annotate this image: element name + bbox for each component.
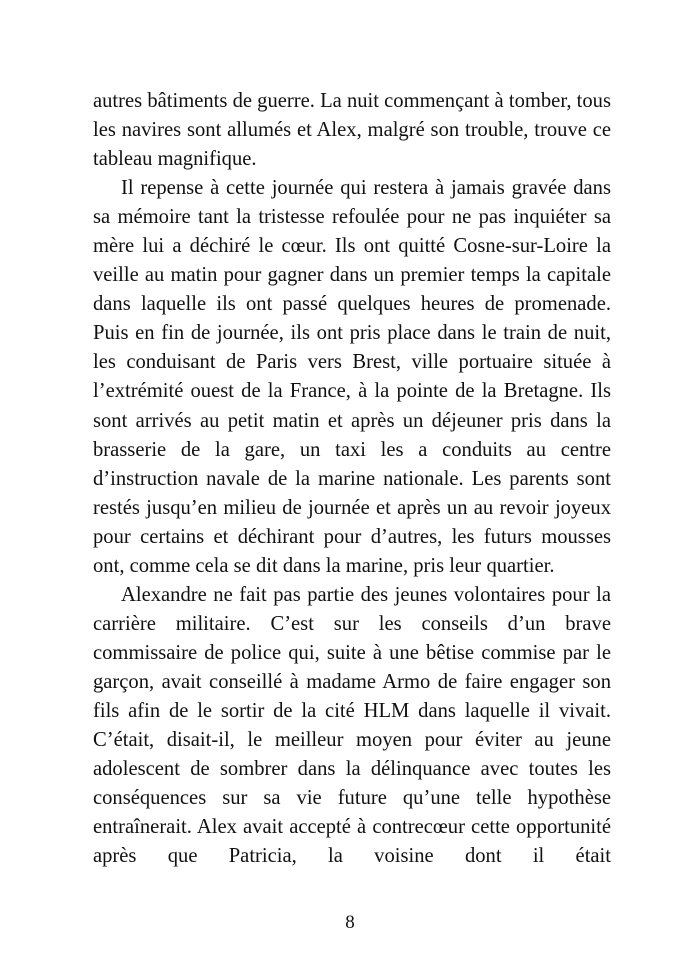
page-number: 8 — [345, 912, 355, 933]
paragraph-journey: Il repense à cette journée qui restera à jamais gravée dans sa mémoire tant la tristesse refoulée pour ne pas inquiéter sa mère lui a déchiré le cœur. Ils ont quitté Cosne-sur-Loire la veille au matin pour gagner dans un premier temps la capitale dans laquelle ils ont passé quelques heures de promenade. Puis en fin de journée, ils ont pris place dans le train de nuit, les conduisant de Paris vers Brest, ville portuaire située à l’extrémité ouest de la France, à la pointe de la Bretagne. Ils sont arrivés au petit matin et après un déjeuner pris dans la brasserie de la gare, un taxi les a conduits au centre d’instruction navale de la marine nationale. Les parents sont restés jusqu’en milieu de journée et après un au revoir joyeux pour certains et déchirant pour d’autres, les futurs mousses ont, comme cela se dit dans la marine, pris leur quartier. — [93, 177, 611, 577]
paragraph-alexandre: Alexandre ne fait pas partie des jeunes volontaires pour la carrière militaire. C’est sur les conseils d’un brave commissaire de police qui, suite à une bêtise commise par le garçon, avait conseillé à madame Armo de faire engager son fils afin de le sortir de la cité HLM dans laquelle il vivait. C’était, disait-il, le meilleur moyen pour éviter au jeune adolescent de sombrer dans la délinquance avec toutes les conséquences sur sa vie future qu’une telle hypothèse entraînerait. Alex avait accepté à contrecœur cette opportunité après que Patricia, la voisine dont il était — [93, 583, 611, 868]
body-text — [93, 87, 611, 871]
paragraph-continuation: autres bâtiments de guerre. La nuit commençant à tomber, tous les navires sont allumés et Alex, malgré son trouble, trouve ce tableau magnifique. — [93, 90, 611, 171]
